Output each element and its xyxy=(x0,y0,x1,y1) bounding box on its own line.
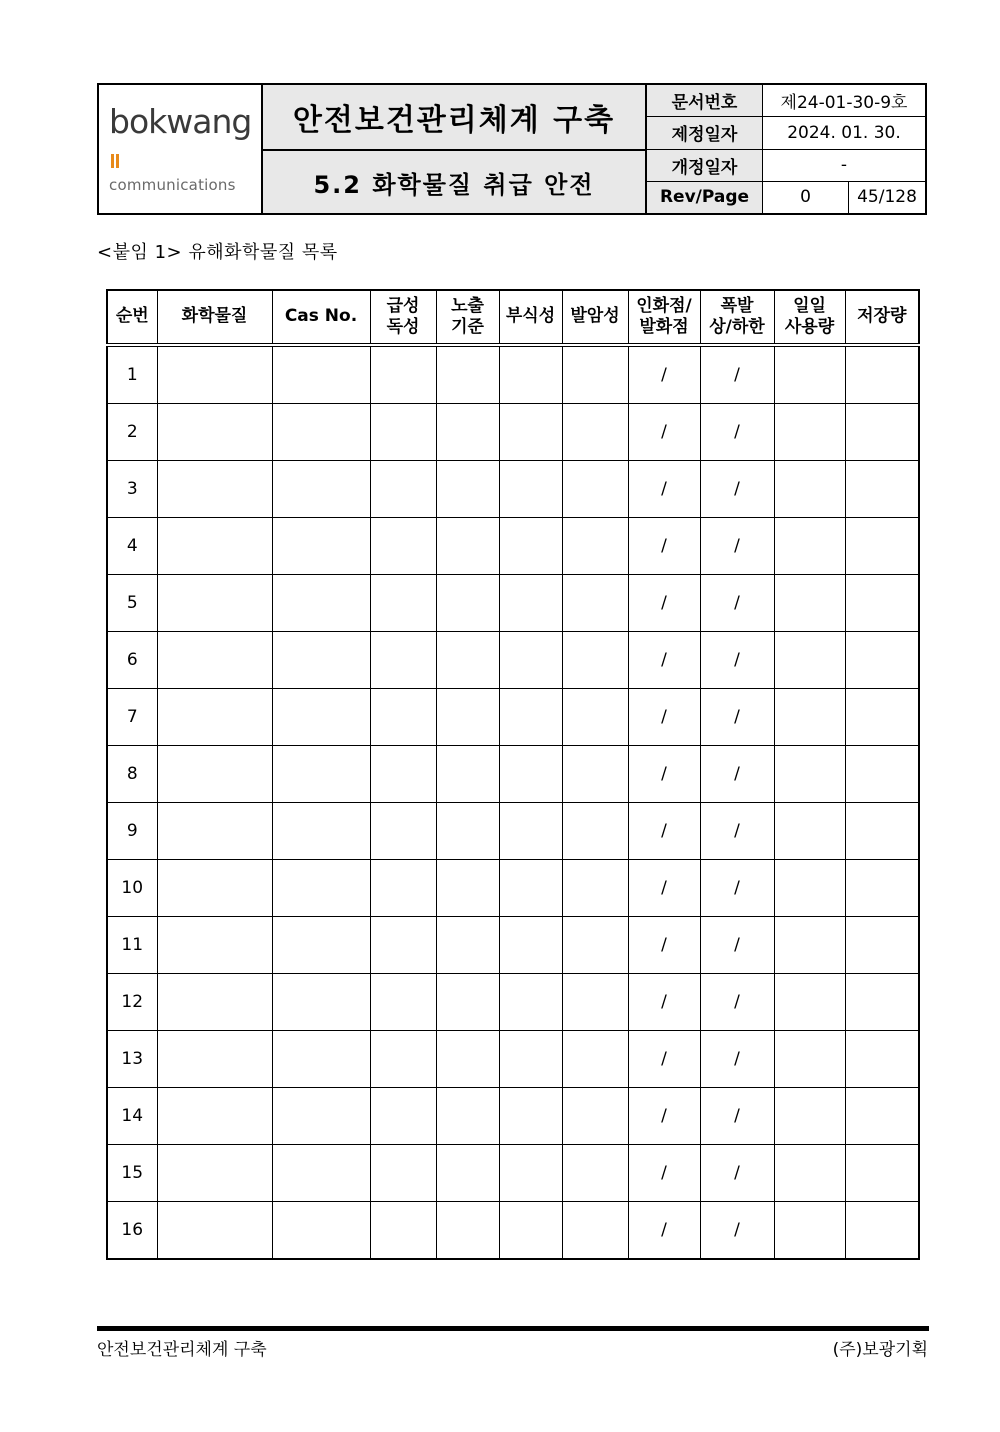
flash-ignition-cell: / xyxy=(628,461,700,518)
table-cell xyxy=(562,746,628,803)
document-header xyxy=(97,83,927,215)
row-number: 6 xyxy=(107,632,157,689)
table-cell xyxy=(436,461,499,518)
column-header-line: Cas No. xyxy=(284,306,358,327)
column-header-line: 발암성 xyxy=(570,306,620,327)
table-cell xyxy=(499,632,562,689)
table-cell xyxy=(562,632,628,689)
column-header xyxy=(272,290,370,345)
table-cell xyxy=(499,1088,562,1145)
table-row xyxy=(107,345,919,404)
table-cell xyxy=(845,1031,919,1088)
meta-row-revised xyxy=(647,150,925,182)
explosion-limit-cell: / xyxy=(700,803,774,860)
column-header-line: 부식성 xyxy=(505,306,556,327)
table-cell xyxy=(562,461,628,518)
row-number: 5 xyxy=(107,575,157,632)
column-header-line: 발화점 xyxy=(639,317,689,337)
document-title: 안전보건관리체계 구축 xyxy=(263,85,645,151)
created-date-value: 2024. 01. 30. xyxy=(787,122,901,143)
table-cell xyxy=(845,632,919,689)
table-row xyxy=(107,575,919,632)
flash-ignition-cell: / xyxy=(628,1088,700,1145)
table-cell xyxy=(499,860,562,917)
row-number: 12 xyxy=(107,974,157,1031)
flash-ignition-cell: / xyxy=(628,689,700,746)
explosion-limit-cell: / xyxy=(700,689,774,746)
table-cell xyxy=(845,575,919,632)
table-cell xyxy=(272,632,370,689)
table-cell xyxy=(562,917,628,974)
table-cell xyxy=(774,974,845,1031)
table-cell xyxy=(562,345,628,404)
company-logo xyxy=(99,85,263,213)
table-cell xyxy=(774,1145,845,1202)
table-cell xyxy=(157,345,272,404)
table-cell xyxy=(157,1031,272,1088)
table-row xyxy=(107,803,919,860)
table-cell xyxy=(272,689,370,746)
table-cell xyxy=(436,1202,499,1260)
table-cell xyxy=(157,518,272,575)
explosion-limit-cell: / xyxy=(700,1145,774,1202)
column-header xyxy=(562,290,628,345)
explosion-limit-cell: / xyxy=(700,518,774,575)
table-row xyxy=(107,404,919,461)
row-number: 10 xyxy=(107,860,157,917)
table-cell xyxy=(562,575,628,632)
flash-ignition-cell: / xyxy=(628,917,700,974)
table-cell xyxy=(845,461,919,518)
column-header-line: 순번 xyxy=(115,306,149,327)
row-number: 7 xyxy=(107,689,157,746)
table-body xyxy=(107,345,919,1259)
table-cell xyxy=(562,1031,628,1088)
section-title: 5.2 화학물질 취급 안전 xyxy=(313,170,595,199)
column-header-line: 노출 xyxy=(451,295,484,316)
footer-rule xyxy=(97,1326,929,1331)
column-header-line: 사용량 xyxy=(784,317,835,337)
logo-bars-icon xyxy=(111,140,121,173)
table-cell xyxy=(436,404,499,461)
title-block xyxy=(263,85,647,213)
flash-ignition-cell: / xyxy=(628,860,700,917)
column-header-line: 화학물질 xyxy=(181,306,248,327)
table-cell xyxy=(562,689,628,746)
table-cell xyxy=(370,632,436,689)
table-cell xyxy=(157,860,272,917)
explosion-limit-cell: / xyxy=(700,1031,774,1088)
attachment-caption: <붙임 1> 유해화학물질 목록 xyxy=(97,242,338,263)
table-cell xyxy=(774,632,845,689)
table-cell xyxy=(370,1031,436,1088)
table-cell xyxy=(157,1088,272,1145)
table-row xyxy=(107,860,919,917)
explosion-limit-cell: / xyxy=(700,632,774,689)
table-row xyxy=(107,518,919,575)
revised-date-label: 개정일자 xyxy=(647,150,763,181)
row-number: 3 xyxy=(107,461,157,518)
table-cell xyxy=(157,404,272,461)
table-cell xyxy=(499,1031,562,1088)
table-cell xyxy=(436,575,499,632)
table-cell xyxy=(157,746,272,803)
column-header-line: 급성 xyxy=(386,295,420,316)
table-cell xyxy=(774,746,845,803)
table-cell xyxy=(774,518,845,575)
table-header-row xyxy=(107,290,919,345)
table-cell xyxy=(845,860,919,917)
rev-page-label: Rev/Page xyxy=(647,182,763,213)
column-header-line: 저장량 xyxy=(857,306,907,327)
row-number: 16 xyxy=(107,1202,157,1260)
table-cell xyxy=(499,746,562,803)
column-header xyxy=(700,290,774,345)
table-cell xyxy=(272,1202,370,1260)
explosion-limit-cell: / xyxy=(700,404,774,461)
meta-row-rev-page xyxy=(647,182,925,213)
table-cell xyxy=(272,575,370,632)
table-cell xyxy=(272,461,370,518)
table-cell xyxy=(499,917,562,974)
table-cell xyxy=(499,1145,562,1202)
flash-ignition-cell: / xyxy=(628,404,700,461)
created-date-label: 제정일자 xyxy=(647,117,763,148)
column-header-line: 일일 xyxy=(793,295,826,316)
row-number: 1 xyxy=(107,345,157,404)
table-cell xyxy=(370,917,436,974)
table-cell xyxy=(845,345,919,404)
table-cell xyxy=(157,689,272,746)
table-cell xyxy=(845,746,919,803)
explosion-limit-cell: / xyxy=(700,461,774,518)
table-cell xyxy=(272,518,370,575)
page-number: 45/128 xyxy=(848,182,925,213)
table-cell xyxy=(774,1088,845,1145)
column-header xyxy=(845,290,919,345)
table-cell xyxy=(436,345,499,404)
explosion-limit-cell: / xyxy=(700,917,774,974)
table-cell xyxy=(370,1088,436,1145)
table-cell xyxy=(370,974,436,1031)
table-cell xyxy=(370,575,436,632)
table-cell xyxy=(272,1145,370,1202)
row-number: 9 xyxy=(107,803,157,860)
table-row xyxy=(107,746,919,803)
table-row xyxy=(107,1202,919,1260)
logo-wordmark: bokwang xyxy=(109,101,252,141)
table-row xyxy=(107,1031,919,1088)
table-cell xyxy=(562,404,628,461)
column-header xyxy=(107,290,157,345)
footer-title: 안전보건관리체계 구축 xyxy=(97,1340,267,1360)
flash-ignition-cell: / xyxy=(628,746,700,803)
explosion-limit-cell: / xyxy=(700,1202,774,1260)
table-cell xyxy=(272,404,370,461)
table-cell xyxy=(499,1202,562,1260)
revised-date-value: - xyxy=(840,155,848,176)
table-cell xyxy=(845,917,919,974)
column-header-line: 폭발 xyxy=(720,295,754,316)
row-number: 8 xyxy=(107,746,157,803)
table-row xyxy=(107,461,919,518)
table-cell xyxy=(499,575,562,632)
table-cell xyxy=(774,917,845,974)
table-cell xyxy=(774,404,845,461)
table-cell xyxy=(272,803,370,860)
table-cell xyxy=(774,803,845,860)
table-cell xyxy=(499,689,562,746)
column-header xyxy=(370,290,436,345)
explosion-limit-cell: / xyxy=(700,1088,774,1145)
footer-company: (주)보광기획 xyxy=(832,1340,928,1360)
meta-row-created xyxy=(647,117,925,149)
column-header xyxy=(774,290,845,345)
flash-ignition-cell: / xyxy=(628,1202,700,1260)
table-cell xyxy=(370,518,436,575)
table-cell xyxy=(436,1088,499,1145)
table-cell xyxy=(157,1202,272,1260)
meta-row-doc-no xyxy=(647,85,925,117)
table-cell xyxy=(272,746,370,803)
document-meta xyxy=(647,85,925,213)
table-cell xyxy=(436,860,499,917)
table-cell xyxy=(370,461,436,518)
column-header-line: 기준 xyxy=(451,317,484,337)
table-cell xyxy=(157,974,272,1031)
table-cell xyxy=(370,1202,436,1260)
table-cell xyxy=(272,345,370,404)
row-number: 11 xyxy=(107,917,157,974)
table-row xyxy=(107,917,919,974)
table-cell xyxy=(499,345,562,404)
table-cell xyxy=(774,860,845,917)
table-cell xyxy=(436,1145,499,1202)
table-cell xyxy=(774,1202,845,1260)
table-cell xyxy=(562,803,628,860)
doc-no-label: 문서번호 xyxy=(647,85,763,116)
table-cell xyxy=(499,974,562,1031)
column-header xyxy=(436,290,499,345)
table-cell xyxy=(845,803,919,860)
table-cell xyxy=(370,803,436,860)
table-cell xyxy=(774,575,845,632)
table-cell xyxy=(499,518,562,575)
table-cell xyxy=(499,404,562,461)
column-header xyxy=(157,290,272,345)
flash-ignition-cell: / xyxy=(628,345,700,404)
table-cell xyxy=(845,1202,919,1260)
table-cell xyxy=(436,632,499,689)
flash-ignition-cell: / xyxy=(628,632,700,689)
flash-ignition-cell: / xyxy=(628,1031,700,1088)
table-cell xyxy=(157,575,272,632)
table-cell xyxy=(499,461,562,518)
table-cell xyxy=(370,345,436,404)
table-cell xyxy=(774,345,845,404)
logo-subtitle: communications xyxy=(109,175,236,194)
column-header xyxy=(499,290,562,345)
table-cell xyxy=(157,803,272,860)
column-header-line: 인화점/ xyxy=(636,295,692,316)
flash-ignition-cell: / xyxy=(628,518,700,575)
table-cell xyxy=(774,689,845,746)
table-cell xyxy=(370,689,436,746)
table-cell xyxy=(845,518,919,575)
table-cell xyxy=(157,917,272,974)
table-cell xyxy=(370,746,436,803)
flash-ignition-cell: / xyxy=(628,1145,700,1202)
table-cell xyxy=(436,974,499,1031)
table-cell xyxy=(436,803,499,860)
column-header-line: 상/하한 xyxy=(709,317,765,337)
row-number: 14 xyxy=(107,1088,157,1145)
table-cell xyxy=(436,917,499,974)
table-cell xyxy=(436,1031,499,1088)
table-cell xyxy=(562,518,628,575)
table-cell xyxy=(436,518,499,575)
explosion-limit-cell: / xyxy=(700,860,774,917)
table-cell xyxy=(370,1145,436,1202)
table-row xyxy=(107,689,919,746)
doc-no-value: 제24-01-30-9호 xyxy=(780,93,908,114)
table-cell xyxy=(845,689,919,746)
table-cell xyxy=(272,1031,370,1088)
table-cell xyxy=(272,974,370,1031)
table-cell xyxy=(562,974,628,1031)
table-cell xyxy=(845,404,919,461)
hazardous-chemicals-table xyxy=(106,289,920,1260)
table-cell xyxy=(370,404,436,461)
explosion-limit-cell: / xyxy=(700,974,774,1031)
row-number: 13 xyxy=(107,1031,157,1088)
table-cell xyxy=(436,746,499,803)
explosion-limit-cell: / xyxy=(700,345,774,404)
table-cell xyxy=(774,1031,845,1088)
row-number: 2 xyxy=(107,404,157,461)
table-row xyxy=(107,1145,919,1202)
table-cell xyxy=(499,803,562,860)
table-cell xyxy=(157,1145,272,1202)
table-row xyxy=(107,1088,919,1145)
flash-ignition-cell: / xyxy=(628,974,700,1031)
row-number: 15 xyxy=(107,1145,157,1202)
row-number: 4 xyxy=(107,518,157,575)
table-cell xyxy=(272,917,370,974)
revision-value: 0 xyxy=(800,187,811,208)
table-cell xyxy=(272,1088,370,1145)
table-cell xyxy=(562,860,628,917)
table-cell xyxy=(562,1088,628,1145)
table-cell xyxy=(157,632,272,689)
flash-ignition-cell: / xyxy=(628,575,700,632)
table-cell xyxy=(562,1202,628,1260)
flash-ignition-cell: / xyxy=(628,803,700,860)
explosion-limit-cell: / xyxy=(700,746,774,803)
table-cell xyxy=(845,974,919,1031)
table-cell xyxy=(370,860,436,917)
table-cell xyxy=(845,1145,919,1202)
table-cell xyxy=(272,860,370,917)
table-cell xyxy=(845,1088,919,1145)
table-cell xyxy=(562,1145,628,1202)
table-row xyxy=(107,632,919,689)
table-cell xyxy=(157,461,272,518)
column-header-line: 독성 xyxy=(386,317,420,337)
table-row xyxy=(107,974,919,1031)
explosion-limit-cell: / xyxy=(700,575,774,632)
table-cell xyxy=(436,689,499,746)
table-cell xyxy=(774,461,845,518)
column-header xyxy=(628,290,700,345)
